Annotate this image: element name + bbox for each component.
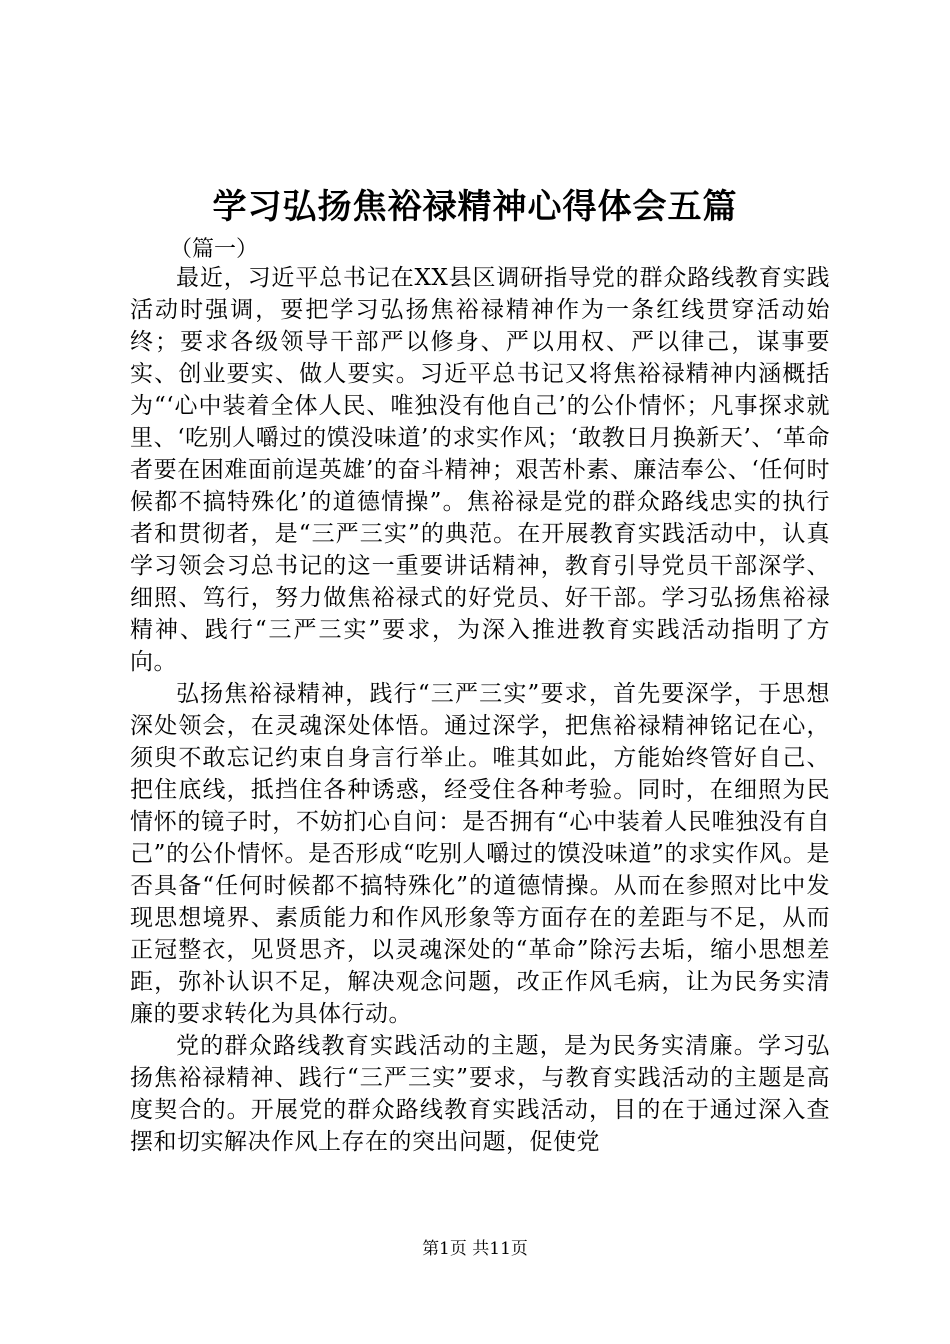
paragraph: 最近，习近平总书记在XX县区调研指导党的群众路线教育实践活动时强调，要把学习弘扬焦裕禄精神作为一条红线贯穿活动始终；要求各级领导干部严以修身、严以用权、严以律己，谋事要实、创业要实、做人要实。习近平总书记又将焦裕禄精神内涵概括为“‘心中装着全体人民、唯独没有他自己’的公仆情怀；凡事探求就里、‘吃别人嚼过的馍没味道’的求实作风；‘敢教日月换新天’、‘革命者要在困难面前逞英雄’的奋斗精神；艰苦朴素、廉洁奉公、‘任何时候都不搞特殊化’的道德情操”。焦裕禄是党的群众路线忠实的执行者和贯彻者，是“三严三实”的典范。在开展教育实践活动中，认真学习领会习总书记的这一重要讲话精神，教育引导党员干部深学、细照、笃行，努力做焦裕禄式的好党员、好干部。学习弘扬焦裕禄精神、践行“三严三实”要求，为深入推进教育实践活动指明了方向。 — [130, 265, 830, 675]
section-label: （篇一） — [170, 237, 259, 262]
document-title: 学习弘扬焦裕禄精神心得体会五篇 — [212, 187, 738, 227]
document-body — [130, 262, 830, 1158]
page-footer: 第1页 共11页 — [422, 1239, 528, 1259]
paragraph: 弘扬焦裕禄精神，践行“三严三实”要求，首先要深学，于思想深处领会，在灵魂深处体悟。通过深学，把焦裕禄精神铭记在心，须臾不敢忘记约束自身言行举止。唯其如此，方能始终管好自己、把住底线，抵挡住各种诱惑，经受住各种考验。同时，在细照为民情怀的镜子时，不妨扪心自问：是否拥有“心中装着人民唯独没有自己”的公仆情怀。是否形成“吃别人嚼过的馍没味道”的求实作风。是否具备“任何时候都不搞特殊化”的道德情操。从而在参照对比中发现思想境界、素质能力和作风形象等方面存在的差距与不足，从而正冠整衣，见贤思齐，以灵魂深处的“革命”除污去垢，缩小思想差距，弥补认识不足，解决观念问题，改正作风毛病，让为民务实清廉的要求转化为具体行动。 — [130, 681, 830, 1027]
paragraph: 党的群众路线教育实践活动的主题，是为民务实清廉。学习弘扬焦裕禄精神、践行“三严三实”要求，与教育实践活动的主题是高度契合的。开展党的群众路线教育实践活动，目的在于通过深入查摆和切实解决作风上存在的突出问题，促使党 — [130, 1033, 830, 1155]
